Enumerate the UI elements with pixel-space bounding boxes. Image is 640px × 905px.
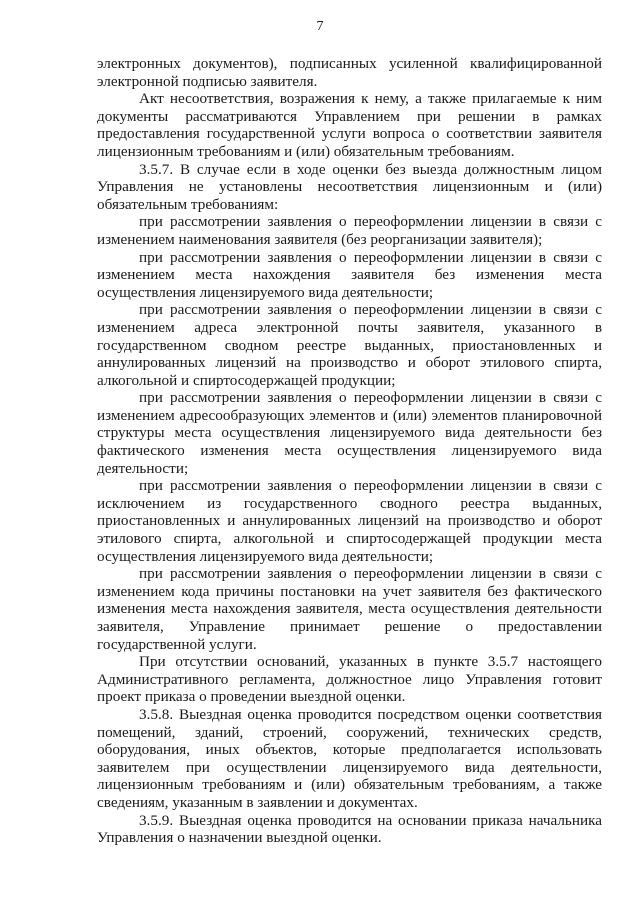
list-item-name-change: при рассмотрении заявления о переоформлении лицензии в связи с изменением наименования заявителя (без реорганизации заявителя); [97, 213, 602, 248]
paragraph-3-5-9: 3.5.9. Выездная оценка проводится на основании приказа начальника Управления о назначении выездной оценки. [97, 811, 602, 847]
list-item-email-change: при рассмотрении заявления о переоформлении лицензии в связи с изменением адреса электронной почты заявителя, указанного в государственном сводном реестре выданных, приостановленных и аннулированных лицензий на производство и оборот этилового спирта, алкогольной и спиртосодержащей продукции; [97, 301, 602, 389]
list-item-kpp-change: при рассмотрении заявления о переоформлении лицензии в связи с изменением кода причины постановки на учет заявителя без фактического изменения места нахождения заявителя, места осуществления деятельности заявителя, Управление принимает решение о предоставлении государственной услуги. [97, 565, 602, 653]
paragraph-act-of-nonconformity: Акт несоответствия, возражения к нему, а также прилагаемые к ним документы рассматриваются Управлением при решении в рамках предоставления государственной услуги вопроса о соответствии заявителя лицензионным требованиям и (или) обязательным требованиям. [97, 90, 602, 160]
document-body [97, 55, 602, 847]
paragraph-3-5-8: 3.5.8. Выездная оценка проводится посредством оценки соответствия помещений, зданий, строений, сооружений, технических средств, оборудования, иных объектов, которые предполагается использовать заявителем при осуществлении лицензируемого вида деятельности, лицензионным требованиям и (или) обязательным требованиям, а также сведениям, указанным в заявлении и документах. [97, 705, 602, 811]
paragraph-no-grounds: При отсутствии оснований, указанных в пункте 3.5.7 настоящего Административного регламента, должностное лицо Управления готовит проект приказа о проведении выездной оценки. [97, 653, 602, 706]
paragraph-3-5-7: 3.5.7. В случае если в ходе оценки без выезда должностным лицом Управления не установлены несоответствия лицензионным и (или) обязательным требованиям: [97, 160, 602, 213]
list-item-registry-exclusion: при рассмотрении заявления о переоформлении лицензии в связи с исключением из государственного сводного реестра выданных, приостановленных и аннулированных лицензий на производство и оборот этилового спирта, алкогольной и спиртосодержащей продукции места осуществления лицензируемого вида деятельности; [97, 477, 602, 565]
paragraph-continuation: электронных документов), подписанных усиленной квалифицированной электронной подписью заявителя. [97, 55, 602, 90]
list-item-location-change: при рассмотрении заявления о переоформлении лицензии в связи с изменением места нахождения заявителя без изменения места осуществления лицензируемого вида деятельности; [97, 248, 602, 301]
page-number: 7 [316, 19, 324, 34]
list-item-address-elements-change: при рассмотрении заявления о переоформлении лицензии в связи с изменением адресообразующих элементов и (или) элементов планировочной структуры места осуществления лицензируемого вида деятельности без фактического изменения места осуществления лицензируемого вида деятельности; [97, 389, 602, 477]
